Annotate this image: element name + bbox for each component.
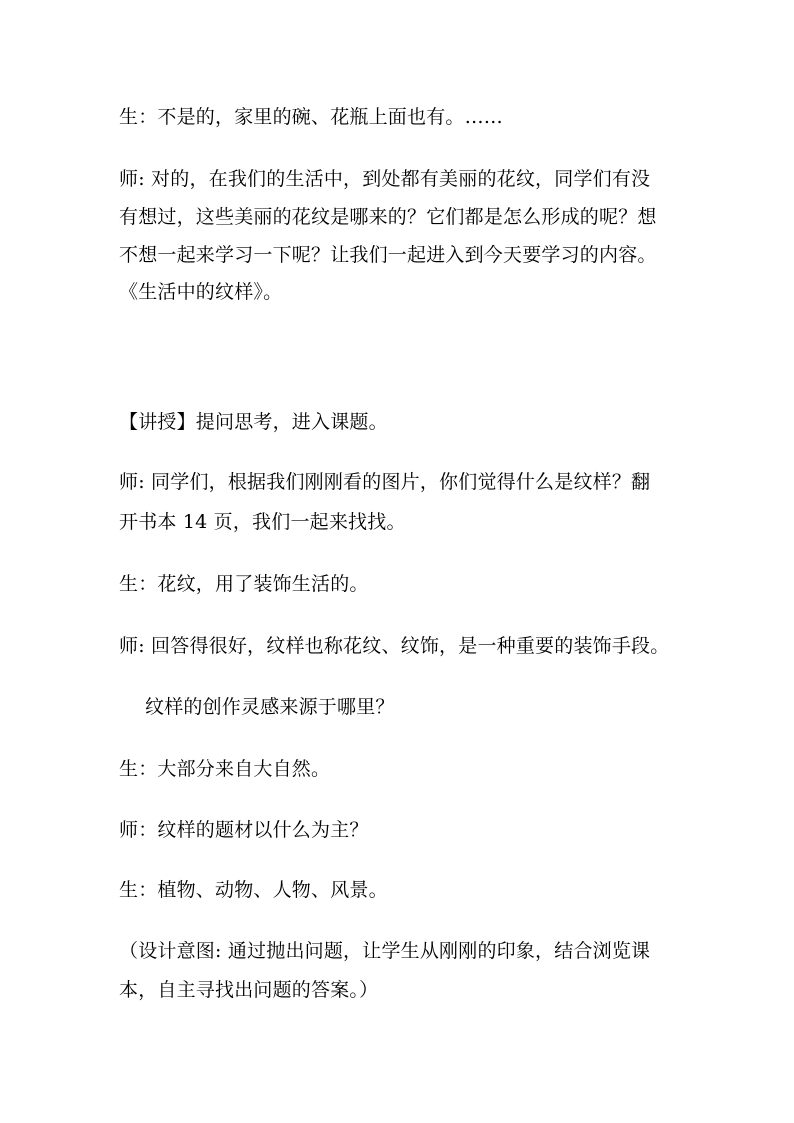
- paragraph-line: 不想一起来学习一下呢？让我们一起进入到今天要学习的内容。: [119, 244, 657, 266]
- design-intent-line: 本，自主寻找出问题的答案。）: [119, 979, 379, 1001]
- student-line: 生：不是的，家里的碗、花瓶上面也有。……: [119, 106, 504, 128]
- lesson-title-line: 《生活中的纹样》。: [119, 281, 283, 303]
- teacher-line: 师: 同学们，根据我们刚刚看的图片，你们觉得什么是纹样？翻: [119, 471, 651, 493]
- paragraph-line: 有想过，这些美丽的花纹是哪来的？它们都是怎么形成的呢？想: [119, 206, 657, 228]
- teacher-line: 师: 回答得很好，纹样也称花纹、纹饰，是一种重要的装饰手段。: [119, 635, 670, 657]
- student-line: 生：大部分来自大自然。: [119, 758, 331, 780]
- teacher-line: 师：纹样的题材以什么为主？: [119, 819, 369, 841]
- section-heading: 【讲授】提问思考，进入课题。: [119, 411, 388, 433]
- paragraph-line: 开书本 14 页，我们一起来找找。: [119, 511, 406, 533]
- teacher-line: 师: 对的，在我们的生活中，到处都有美丽的花纹，同学们有没: [119, 168, 651, 190]
- question-line: 纹样的创作灵感来源于哪里？: [145, 696, 395, 718]
- student-line: 生：花纹，用了装饰生活的。: [119, 573, 369, 595]
- design-intent-line: （设计意图: 通过抛出问题，让学生从刚刚的印象，结合浏览课: [119, 940, 651, 962]
- student-line: 生：植物、动物、人物、风景。: [119, 879, 388, 901]
